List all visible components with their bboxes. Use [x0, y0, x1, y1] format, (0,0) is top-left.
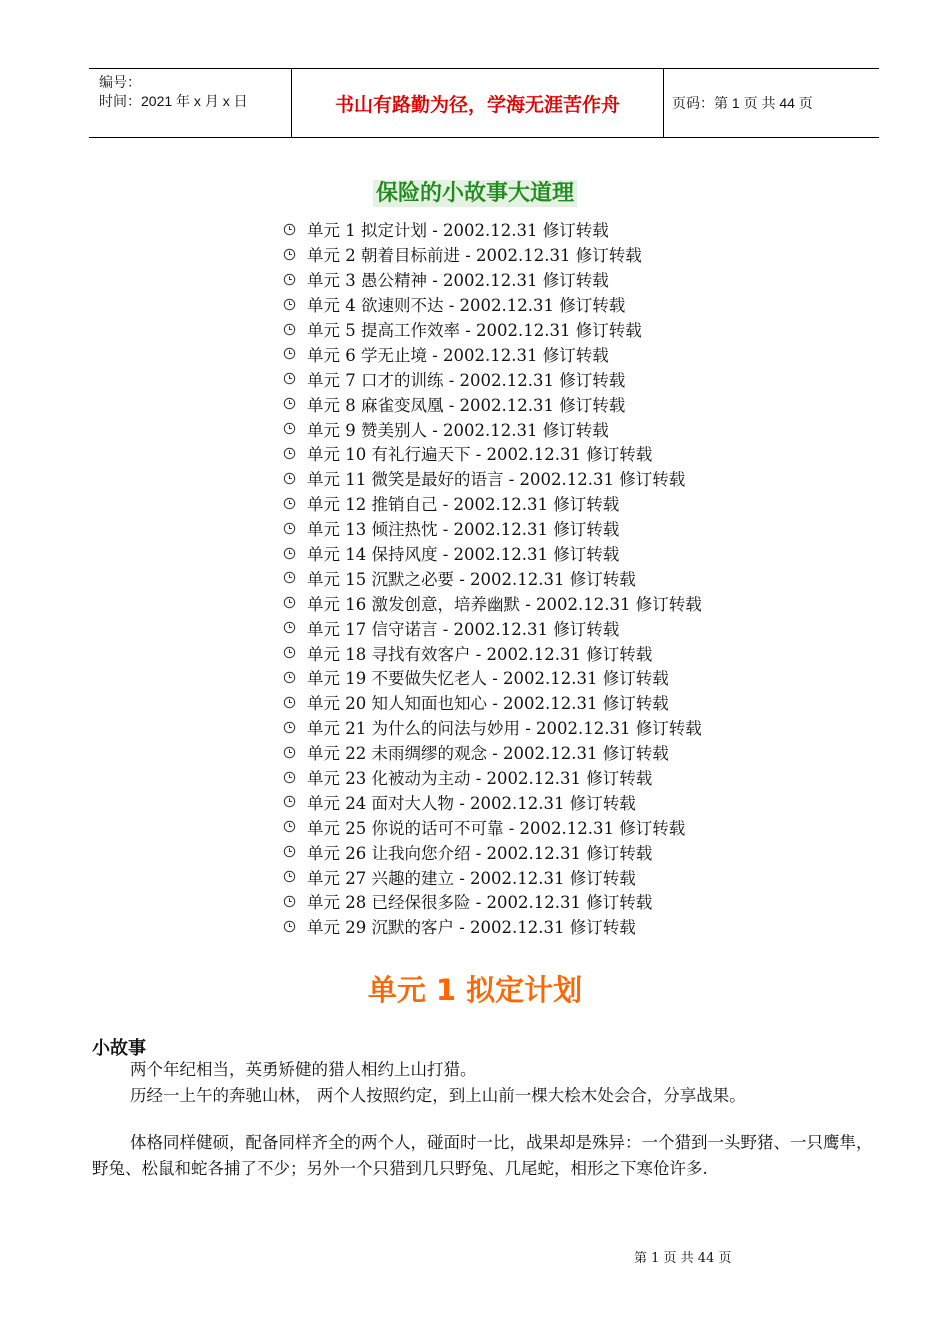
toc-item-label: 单元 12 推销自己 - 2002.12.31 修订转载 [307, 495, 620, 515]
clock-icon [283, 372, 296, 385]
toc-item[interactable] [283, 640, 702, 665]
header-page-label: 页码：第 1 页 共 44 页 [672, 95, 813, 111]
clock-icon [283, 895, 296, 908]
toc-item[interactable] [283, 590, 702, 615]
toc-item-label: 单元 15 沉默之必要 - 2002.12.31 修订转载 [307, 569, 636, 589]
toc-item-label: 单元 26 让我向您介绍 - 2002.12.31 修订转载 [307, 843, 653, 863]
toc-item[interactable] [283, 391, 702, 416]
toc-item-label: 单元 10 有礼行遍天下 - 2002.12.31 修订转载 [307, 445, 653, 465]
story-paragraph: 两个年纪相当，英勇矫健的猎人相约上山打猎。 [130, 1060, 477, 1079]
clock-icon [283, 746, 296, 759]
toc-item[interactable] [283, 615, 702, 640]
toc-item[interactable] [283, 541, 702, 566]
story-paragraph: 历经一上午的奔驰山林， 两个人按照约定，到上山前一棵大桧木处会合，分享战果。 [130, 1086, 746, 1105]
section-title: 单元 1 拟定计划 [367, 973, 583, 1007]
clock-icon [283, 422, 296, 435]
toc-item-label: 单元 5 提高工作效率 - 2002.12.31 修订转载 [307, 321, 642, 340]
page-footer: 第 1 页 共 44 页 [634, 1251, 732, 1266]
toc-item[interactable] [283, 839, 702, 864]
clock-icon [283, 323, 296, 336]
clock-icon [283, 920, 296, 933]
clock-icon [283, 472, 296, 485]
clock-icon [283, 721, 296, 734]
toc-item-label: 单元 8 麻雀变凤凰 - 2002.12.31 修订转载 [307, 395, 626, 415]
toc-item[interactable] [283, 765, 702, 790]
toc-item-label: 单元 17 信守诺言 - 2002.12.31 修订转载 [307, 619, 620, 639]
toc-item-label: 单元 1 拟定计划 - 2002.12.31 修订转载 [307, 221, 609, 241]
clock-icon [283, 547, 296, 560]
clock-icon [283, 223, 296, 236]
toc-item-label: 单元 28 已经保很多险 - 2002.12.31 修订转载 [307, 893, 653, 913]
toc-item[interactable] [283, 740, 702, 765]
toc-item-label: 单元 4 欲速则不达 - 2002.12.31 修订转载 [307, 296, 626, 316]
clock-icon [283, 522, 296, 535]
toc-item-label: 单元 24 面对大人物 - 2002.12.31 修订转载 [307, 793, 636, 813]
toc-item-label: 单元 23 化被动为主动 - 2002.12.31 修订转载 [307, 769, 653, 789]
toc-item-label: 单元 18 寻找有效客户 - 2002.12.31 修订转载 [307, 644, 653, 664]
clock-icon [283, 596, 296, 609]
document-title [0, 176, 950, 207]
toc-item-label: 单元 3 愚公精神 - 2002.12.31 修订转载 [307, 271, 609, 291]
clock-icon [283, 248, 296, 261]
toc-item[interactable] [283, 565, 702, 590]
clock-icon [283, 845, 296, 858]
document-title-text: 保险的小故事大道理 [373, 180, 577, 207]
story-heading: 小故事 [92, 1038, 146, 1059]
toc-item[interactable] [283, 217, 702, 242]
toc-item[interactable] [283, 441, 702, 466]
toc-item-label: 单元 27 兴趣的建立 - 2002.12.31 修订转载 [307, 868, 636, 888]
toc-item-label: 单元 9 赞美别人 - 2002.12.31 修订转载 [307, 420, 609, 440]
toc-item[interactable] [283, 789, 702, 814]
toc-item[interactable] [283, 715, 702, 740]
toc-item-label: 单元 13 倾注热忱 - 2002.12.31 修订转载 [307, 520, 620, 540]
clock-icon [283, 447, 296, 460]
clock-icon [283, 795, 296, 808]
toc-item[interactable] [283, 914, 702, 939]
toc-item-label: 单元 25 你说的话可不可靠 - 2002.12.31 修订转载 [307, 818, 686, 838]
clock-icon [283, 397, 296, 410]
toc-item[interactable] [283, 889, 702, 914]
clock-icon [283, 621, 296, 634]
toc-item[interactable] [283, 292, 702, 317]
clock-icon [283, 497, 296, 510]
story-paragraph: 体格同样健硕，配备同样齐全的两个人，碰面时一比，战果却是殊异：一个猎到一头野猪、一只鹰隼，野兔、松鼠和蛇各捕了不少；另外一个只猎到几只野兔、几尾蛇，相形之下寒伧许多. [92, 1133, 873, 1178]
clock-icon [283, 820, 296, 833]
toc-item-label: 单元 6 学无止境 - 2002.12.31 修订转载 [307, 345, 609, 365]
toc-item[interactable] [283, 242, 702, 267]
toc-item[interactable] [283, 516, 702, 541]
clock-icon [283, 671, 296, 684]
toc-item-label: 单元 7 口才的训练 - 2002.12.31 修订转载 [307, 370, 626, 390]
toc-item[interactable] [283, 317, 702, 342]
toc-item[interactable] [283, 366, 702, 391]
toc-item-label: 单元 14 保持风度 - 2002.12.31 修订转载 [307, 545, 620, 565]
toc-item[interactable] [283, 690, 702, 715]
toc-item-label: 单元 21 为什么的问法与妙用 - 2002.12.31 修订转载 [307, 719, 702, 739]
header-motto: 书山有路勤为径，学海无涯苦作舟 [291, 69, 664, 137]
toc-item[interactable] [283, 267, 702, 292]
toc-item[interactable] [283, 814, 702, 839]
toc-item[interactable] [283, 491, 702, 516]
toc-item-label: 单元 11 微笑是最好的语言 - 2002.12.31 修订转载 [307, 470, 686, 490]
toc-item-label: 单元 16 激发创意，培养幽默 - 2002.12.31 修订转载 [307, 594, 702, 614]
toc-item[interactable] [283, 341, 702, 366]
date-label: 时间：2021 年 x 月 x 日 [99, 93, 248, 109]
toc-item[interactable] [283, 665, 702, 690]
clock-icon [283, 696, 296, 709]
clock-icon [283, 771, 296, 784]
toc-item[interactable] [283, 864, 702, 889]
clock-icon [283, 646, 296, 659]
clock-icon [283, 347, 296, 360]
clock-icon [283, 298, 296, 311]
clock-icon [283, 273, 296, 286]
toc-item-label: 单元 19 不要做失忆老人 - 2002.12.31 修订转载 [307, 669, 669, 689]
table-of-contents [283, 217, 702, 939]
toc-item-label: 单元 29 沉默的客户 - 2002.12.31 修订转载 [307, 918, 636, 938]
number-label: 编号： [99, 74, 141, 90]
clock-icon [283, 870, 296, 883]
toc-item[interactable] [283, 416, 702, 441]
header-meta [89, 69, 291, 137]
clock-icon [283, 571, 296, 584]
toc-item[interactable] [283, 466, 702, 491]
toc-item-label: 单元 2 朝着目标前进 - 2002.12.31 修订转载 [307, 246, 642, 266]
toc-item-label: 单元 20 知人知面也知心 - 2002.12.31 修订转载 [307, 694, 669, 714]
header-table [89, 68, 879, 138]
toc-item-label: 单元 22 未雨绸缪的观念 - 2002.12.31 修订转载 [307, 744, 669, 764]
